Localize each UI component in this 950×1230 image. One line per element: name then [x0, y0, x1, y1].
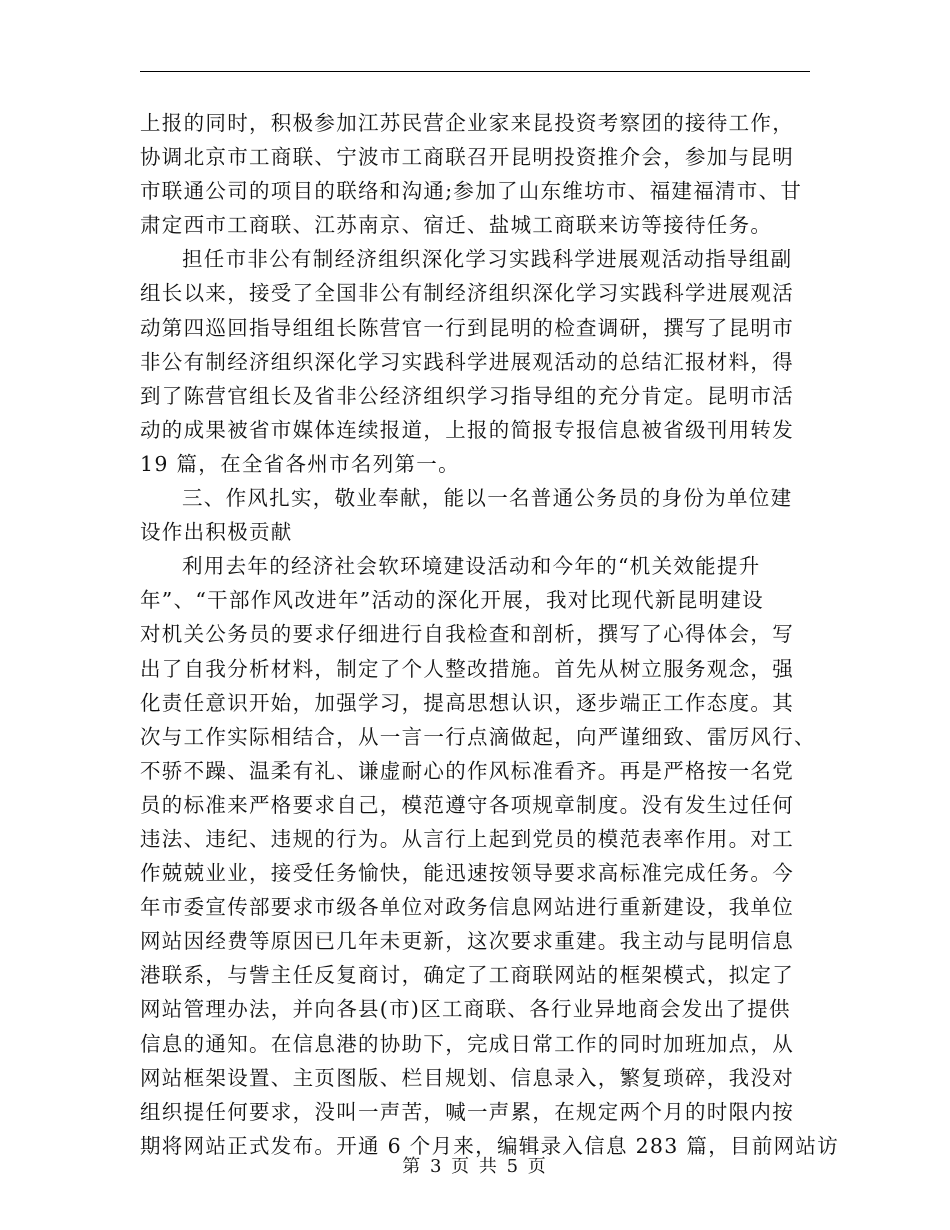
text-line: 化责任意识开始，加强学习，提高思想认识，逐步端正工作态度。其 [140, 690, 794, 715]
header-rule [140, 71, 810, 72]
text-line: 对机关公务员的要求仔细进行自我检查和剖析，撰写了心得体会，写 [140, 622, 794, 647]
text-line: 动第四巡回指导组组长陈营官一行到昆明的检查调研，撰写了昆明市 [140, 315, 794, 340]
text-line: 组织提任何要求，没叫一声苦，喊一声累，在规定两个月的时限内按 [140, 1099, 794, 1124]
text-line: 非公有制经济组织深化学习实践科学进展观活动的总结汇报材料，得 [140, 349, 794, 374]
text-line: 期将网站正式发布。开通 6 个月来，编辑录入信息 283 篇，目前网站访 [140, 1133, 840, 1158]
text-line: 设作出积极贡献 [140, 520, 293, 545]
text-line: 作兢兢业业，接受任务愉快，能迅速按领导要求高标准完成任务。今 [140, 861, 794, 886]
text-line: 员的标准来严格要求自己，模范遵守各项规章制度。没有发生过任何 [140, 792, 794, 817]
text-line: 组长以来，接受了全国非公有制经济组织深化学习实践科学进展观活 [140, 281, 794, 306]
text-line: 担任市非公有制经济组织深化学习实践科学进展观活动指导组副 [182, 247, 793, 272]
text-line: 年”、“干部作风改进年”活动的深化开展，我对比现代新昆明建设 [140, 588, 764, 613]
text-line: 年市委宣传部要求市级各单位对政务信息网站进行重新建设，我单位 [140, 895, 794, 920]
text-line: 违法、违纪、违规的行为。从言行上起到党员的模范表率作用。对工 [140, 826, 794, 851]
text-line: 港联系，与訾主任反复商讨，确定了工商联网站的框架模式，拟定了 [140, 963, 794, 988]
text-line: 不骄不躁、温柔有礼、谦虚耐心的作风标准看齐。再是严格按一名党 [140, 758, 794, 783]
text-line: 网站管理办法，并向各县(市)区工商联、各行业异地商会发出了提供 [140, 997, 791, 1022]
text-line: 动的成果被省市媒体连续报道，上报的简报专报信息被省级刊用转发 [140, 417, 794, 442]
text-line: 协调北京市工商联、宁波市工商联召开昆明投资推介会，参加与昆明 [140, 145, 794, 170]
text-line: 网站因经费等原因已几年未更新，这次要求重建。我主动与昆明信息 [140, 929, 794, 954]
text-line: 到了陈营官组长及省非公经济组织学习指导组的充分肯定。昆明市活 [140, 383, 794, 408]
page-footer [0, 1152, 950, 1178]
document-body [140, 106, 840, 1163]
text-line: 网站框架设置、主页图版、栏目规划、信息录入，繁复琐碎，我没对 [140, 1065, 794, 1090]
text-line: 市联通公司的项目的联络和沟通;参加了山东维坊市、福建福清市、甘 [140, 179, 803, 204]
text-line: 利用去年的经济社会软环境建设活动和今年的“机关效能提升 [182, 554, 761, 579]
text-line: 次与工作实际相结合，从一言一行点滴做起，向严谨细致、雷厉风行、 [140, 724, 816, 749]
page-number-label: 第 3 页 共 5 页 [402, 1156, 548, 1177]
text-line: 信息的通知。在信息港的协助下，完成日常工作的同时加班加点，从 [140, 1031, 794, 1056]
text-line: 出了自我分析材料，制定了个人整改措施。首先从树立服务观念，强 [140, 656, 794, 681]
text-line: 19 篇，在全省各州市名列第一。 [140, 451, 460, 476]
text-line: 三、作风扎实，敬业奉献，能以一名普通公务员的身份为单位建 [182, 486, 793, 511]
text-line: 上报的同时，积极参加江苏民营企业家来昆投资考察团的接待工作， [140, 111, 794, 135]
text-line: 肃定西市工商联、江苏南京、宿迁、盐城工商联来访等接待任务。 [140, 213, 773, 238]
